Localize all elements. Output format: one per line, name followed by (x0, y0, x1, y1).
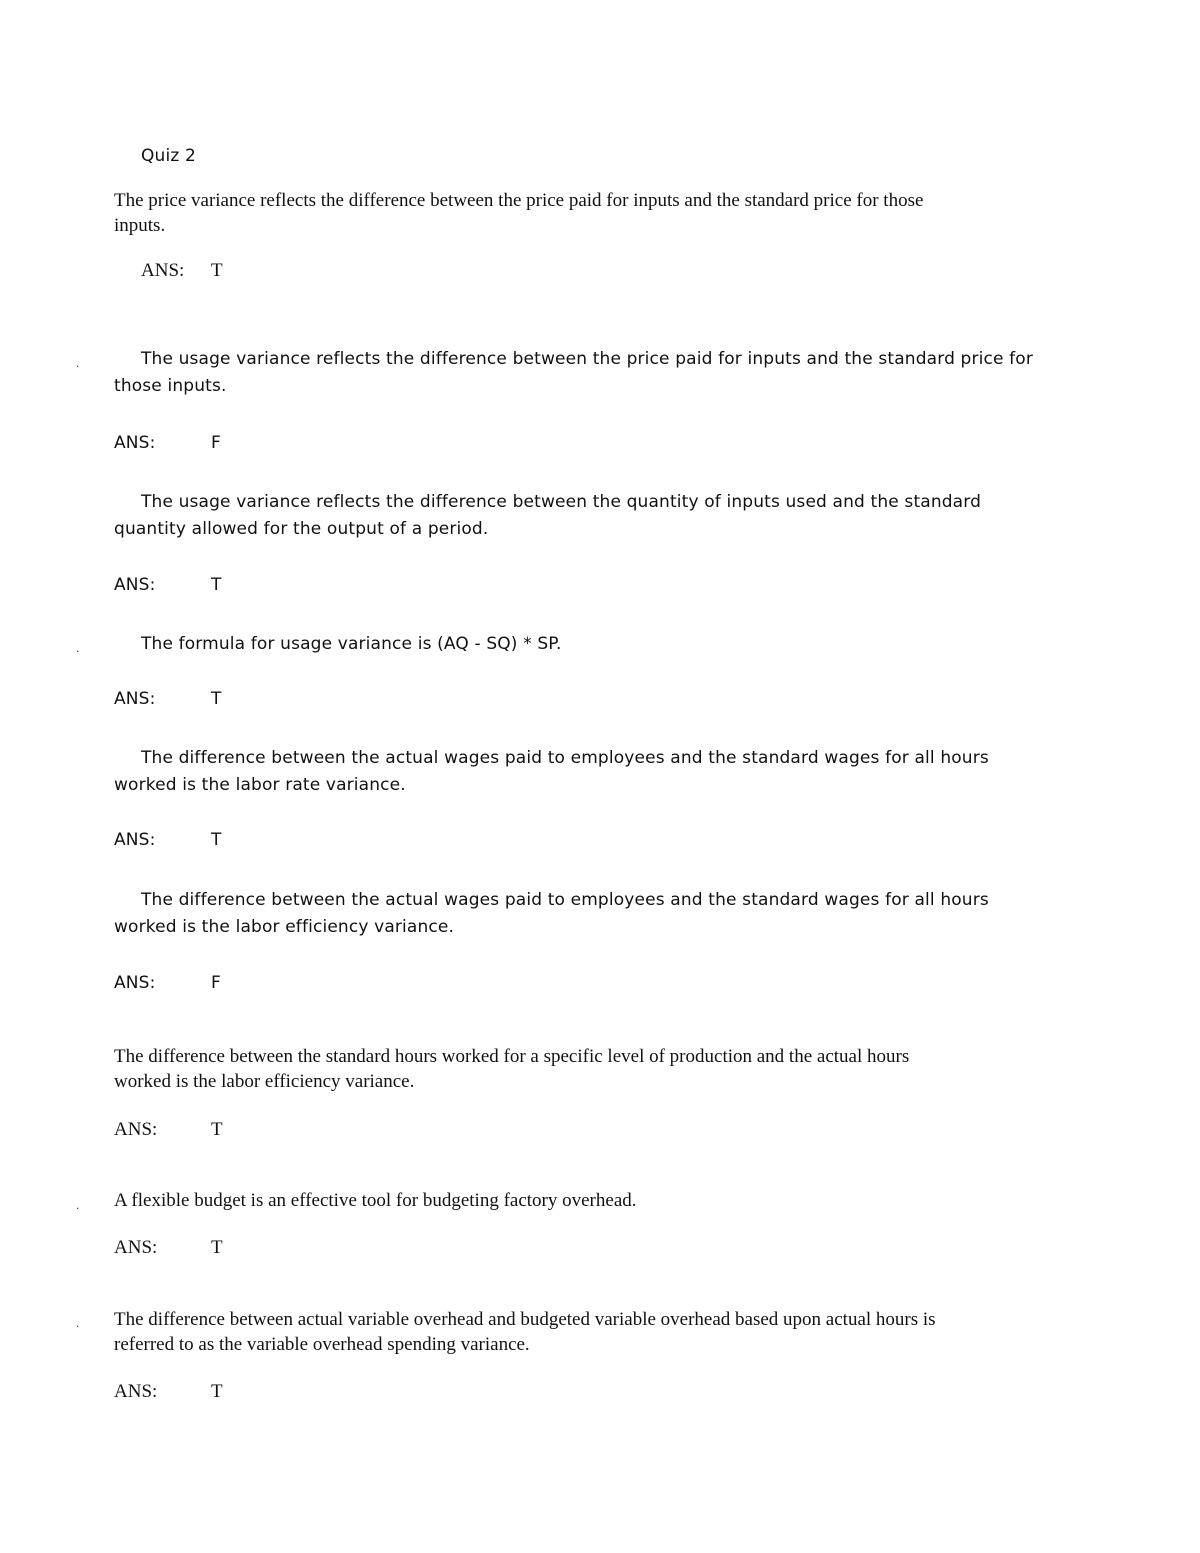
question-3 (114, 489, 981, 543)
question-8-line-1: A flexible budget is an effective tool for budgeting factory overhead. (114, 1190, 637, 1211)
bullet-dot: . (76, 1198, 80, 1212)
answer-8-value: T (211, 1237, 223, 1258)
question-1-line-2: inputs. (114, 215, 166, 236)
answer-5-label: ANS: (114, 830, 156, 850)
question-5-line-2: worked is the labor rate variance. (114, 775, 406, 795)
page-title: Quiz 2 (141, 146, 196, 166)
answer-2-label: ANS: (114, 433, 156, 453)
answer-4-value: T (211, 689, 222, 709)
question-9 (114, 1307, 936, 1357)
question-7 (114, 1044, 909, 1094)
answer-9-label: ANS: (114, 1381, 158, 1402)
question-1-line-1: The price variance reflects the difference between the price paid for inputs and the standard price for those (114, 190, 924, 211)
question-6-line-2: worked is the labor efficiency variance. (114, 917, 455, 937)
answer-4-label: ANS: (114, 689, 156, 709)
question-3-line-2: quantity allowed for the output of a period. (114, 519, 489, 539)
question-9-line-2: referred to as the variable overhead spending variance. (114, 1334, 530, 1355)
bullet-dot: . (76, 1316, 80, 1330)
question-7-line-1: The difference between the standard hours worked for a specific level of production and the actual hours (114, 1046, 910, 1067)
answer-2-value: F (211, 433, 221, 453)
question-7-line-2: worked is the labor efficiency variance. (114, 1071, 415, 1092)
question-2-line-1: The usage variance reflects the difference between the price paid for inputs and the standard price for (141, 349, 1033, 369)
answer-6-label: ANS: (114, 973, 156, 993)
answer-1-value: T (211, 260, 223, 281)
question-1 (114, 188, 923, 238)
question-2-line-2: those inputs. (114, 376, 227, 396)
answer-9-value: T (211, 1381, 223, 1402)
answer-3-value: T (211, 575, 222, 595)
answer-5-value: T (211, 830, 222, 850)
bullet-dot: . (76, 641, 80, 655)
answer-6-value: F (211, 973, 221, 993)
question-6-line-1: The difference between the actual wages paid to employees and the standard wages for all hours (141, 890, 989, 910)
question-4-line-1: The formula for usage variance is (AQ - SQ) * SP. (141, 634, 562, 654)
bullet-dot: . (76, 356, 80, 370)
answer-8-label: ANS: (114, 1237, 158, 1258)
answer-1-label: ANS: (141, 260, 185, 281)
question-3-line-1: The usage variance reflects the difference between the quantity of inputs used and the standard (141, 492, 982, 512)
question-5-line-1: The difference between the actual wages paid to employees and the standard wages for all hours (141, 748, 989, 768)
answer-7-label: ANS: (114, 1119, 158, 1140)
question-2 (114, 346, 1033, 400)
question-5 (114, 745, 989, 799)
question-6 (114, 887, 989, 941)
question-8 (114, 1188, 637, 1213)
question-9-line-1: The difference between actual variable overhead and budgeted variable overhead based upon actual hours is (114, 1309, 936, 1330)
answer-3-label: ANS: (114, 575, 156, 595)
answer-7-value: T (211, 1119, 223, 1140)
question-4 (114, 631, 562, 658)
